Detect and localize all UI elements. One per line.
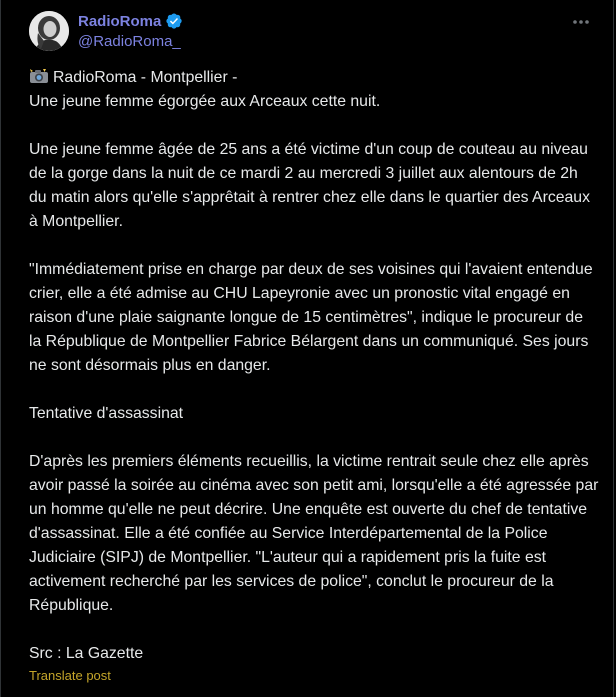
post-paragraph-1: Une jeune femme âgée de 25 ans a été victime d'un coup de couteau au niveau de la gorge dans la nuit de ce mardi 2 au mercredi 3 juillet aux alentours de 2h du matin alors qu'elle s'apprêtait à rentrer chez elle dans le quartier des Arceaux à Montpellier. (29, 141, 595, 230)
avatar-image (29, 11, 69, 51)
post-paragraph-2: "Immédiatement prise en charge par deux de ses voisines qui l'avaient entendue crier, elle a été admise au CHU Lapeyronie avec un pronostic vital engagé en raison d'une plaie saignante longue de 15 centimètres", indique le procureur de la République de Montpellier Fabrice Bélargent dans un communiqué. Ses jours ne sont désormais plus en danger. (29, 261, 597, 374)
post-header-text: RadioRoma - Montpellier - (53, 69, 238, 86)
more-horizontal-icon[interactable] (569, 10, 593, 34)
author-handle[interactable]: @RadioRoma_ (78, 33, 181, 50)
post-headline: Une jeune femme égorgée aux Arceaux cette nuit. (29, 93, 381, 110)
translate-post-link[interactable]: Translate post (29, 668, 111, 683)
post-header-line (29, 66, 599, 90)
post-section-title: Tentative d'assassinat (29, 405, 184, 422)
author-display-name[interactable]: RadioRoma (78, 12, 162, 30)
post-paragraph-3: D'après les premiers éléments recueillis, la victime rentrait seule chez elle après avoir passé la soirée au cinéma avec son petit ami, lorsqu'elle a été agressée par un homme qu'elle ne peut décrire. Une enquête est ouverte du chef de tentative d'assassinat. Elle a été confiée au Service Interdépartemental de la Police Judiciaire (SIPJ) de Montpellier. "L'auteur qui a rapidement pris la fuite est activement recherché par les services de police", conclut le procureur de la République. (29, 453, 603, 614)
post-source: Src : La Gazette (29, 645, 144, 662)
post-body (29, 66, 603, 666)
avatar[interactable] (29, 11, 69, 51)
camera-flash-icon (29, 68, 49, 84)
verified-badge-icon (165, 12, 183, 30)
author-name-row[interactable] (78, 12, 183, 30)
